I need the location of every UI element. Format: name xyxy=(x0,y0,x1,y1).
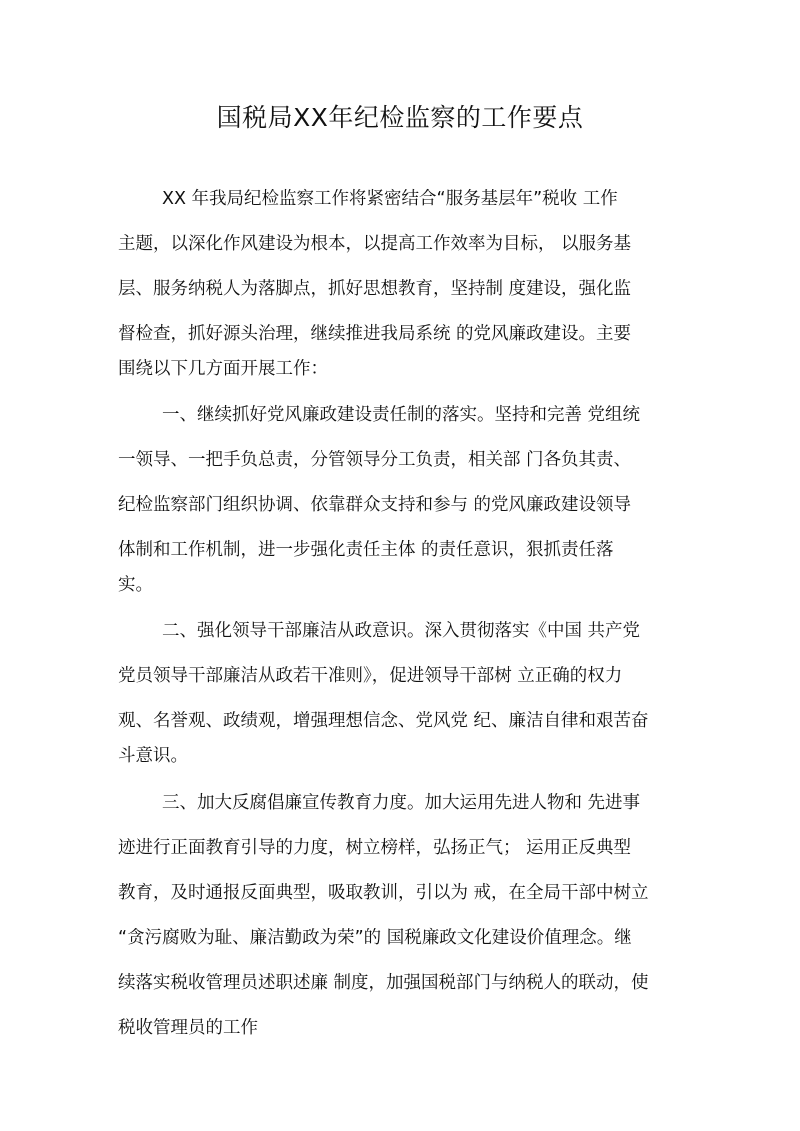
paragraph-line: 二、强化领导干部廉洁从政意识。深入贯彻落实《中国 共产党 xyxy=(162,621,641,641)
paragraph-line: 一、继续抓好党风廉政建设责任制的落实。坚持和完善 党组统 xyxy=(162,405,641,425)
paragraph-line: 体制和工作机制，进一步强化责任主体 的责任意识，狠抓责任落 xyxy=(118,540,614,560)
paragraph-line: 督检查，抓好源头治理，继续推进我局系统 的党风廉政建设。主要 xyxy=(118,324,632,344)
document-title: 国税局XX年纪检监察的工作要点 xyxy=(216,103,584,132)
paragraph-line: 党员领导干部廉洁从政若干准则》，促进领导干部树 立正确的权力 xyxy=(118,666,623,686)
paragraph-line: 一领导、一把手负总责，分管领导分工负责，相关部 门各负其责、 xyxy=(118,450,632,470)
paragraph-line: 续落实税收管理员述职述廉 制度，加强国税部门与纳税人的联动，使 xyxy=(118,973,649,993)
paragraph-line: 围绕以下几方面开展工作： xyxy=(118,359,328,379)
paragraph-line: 观、名誉观、政绩观，增强理想信念、党风党 纪、廉洁自律和艰苦奋 xyxy=(118,711,649,731)
paragraph-line: 层、服务纳税人为落脚点，抓好思想教育，坚持制 度建设，强化监 xyxy=(118,279,632,299)
paragraph-line: 三、加大反腐倡廉宣传教育力度。加大运用先进人物和 先进事 xyxy=(162,793,641,813)
paragraph-line: 实。 xyxy=(118,575,153,595)
paragraph-line: 税收管理员的工作 xyxy=(118,1018,258,1038)
paragraph-line: 主题，以深化作风建设为根本，以提高工作效率为目标， 以服务基 xyxy=(118,234,632,254)
paragraph-line: 纪检监察部门组织协调、依靠群众支持和参与 的党风廉政建设领导 xyxy=(118,495,632,515)
paragraph-line: 教育，及时通报反面典型，吸取教训，引以为 戒，在全局干部中树立 xyxy=(118,883,649,903)
paragraph-line: “贪污腐败为耻、廉洁勤政为荣”的 国税廉政文化建设价值理念。继 xyxy=(118,928,632,948)
paragraph-line: 迹进行正面教育引导的力度，树立榜样，弘扬正气； 运用正反典型 xyxy=(118,838,632,858)
paragraph-line: XX 年我局纪检监察工作将紧密结合“服务基层年”税收 工作 xyxy=(162,189,618,209)
paragraph-line: 斗意识。 xyxy=(118,746,188,766)
